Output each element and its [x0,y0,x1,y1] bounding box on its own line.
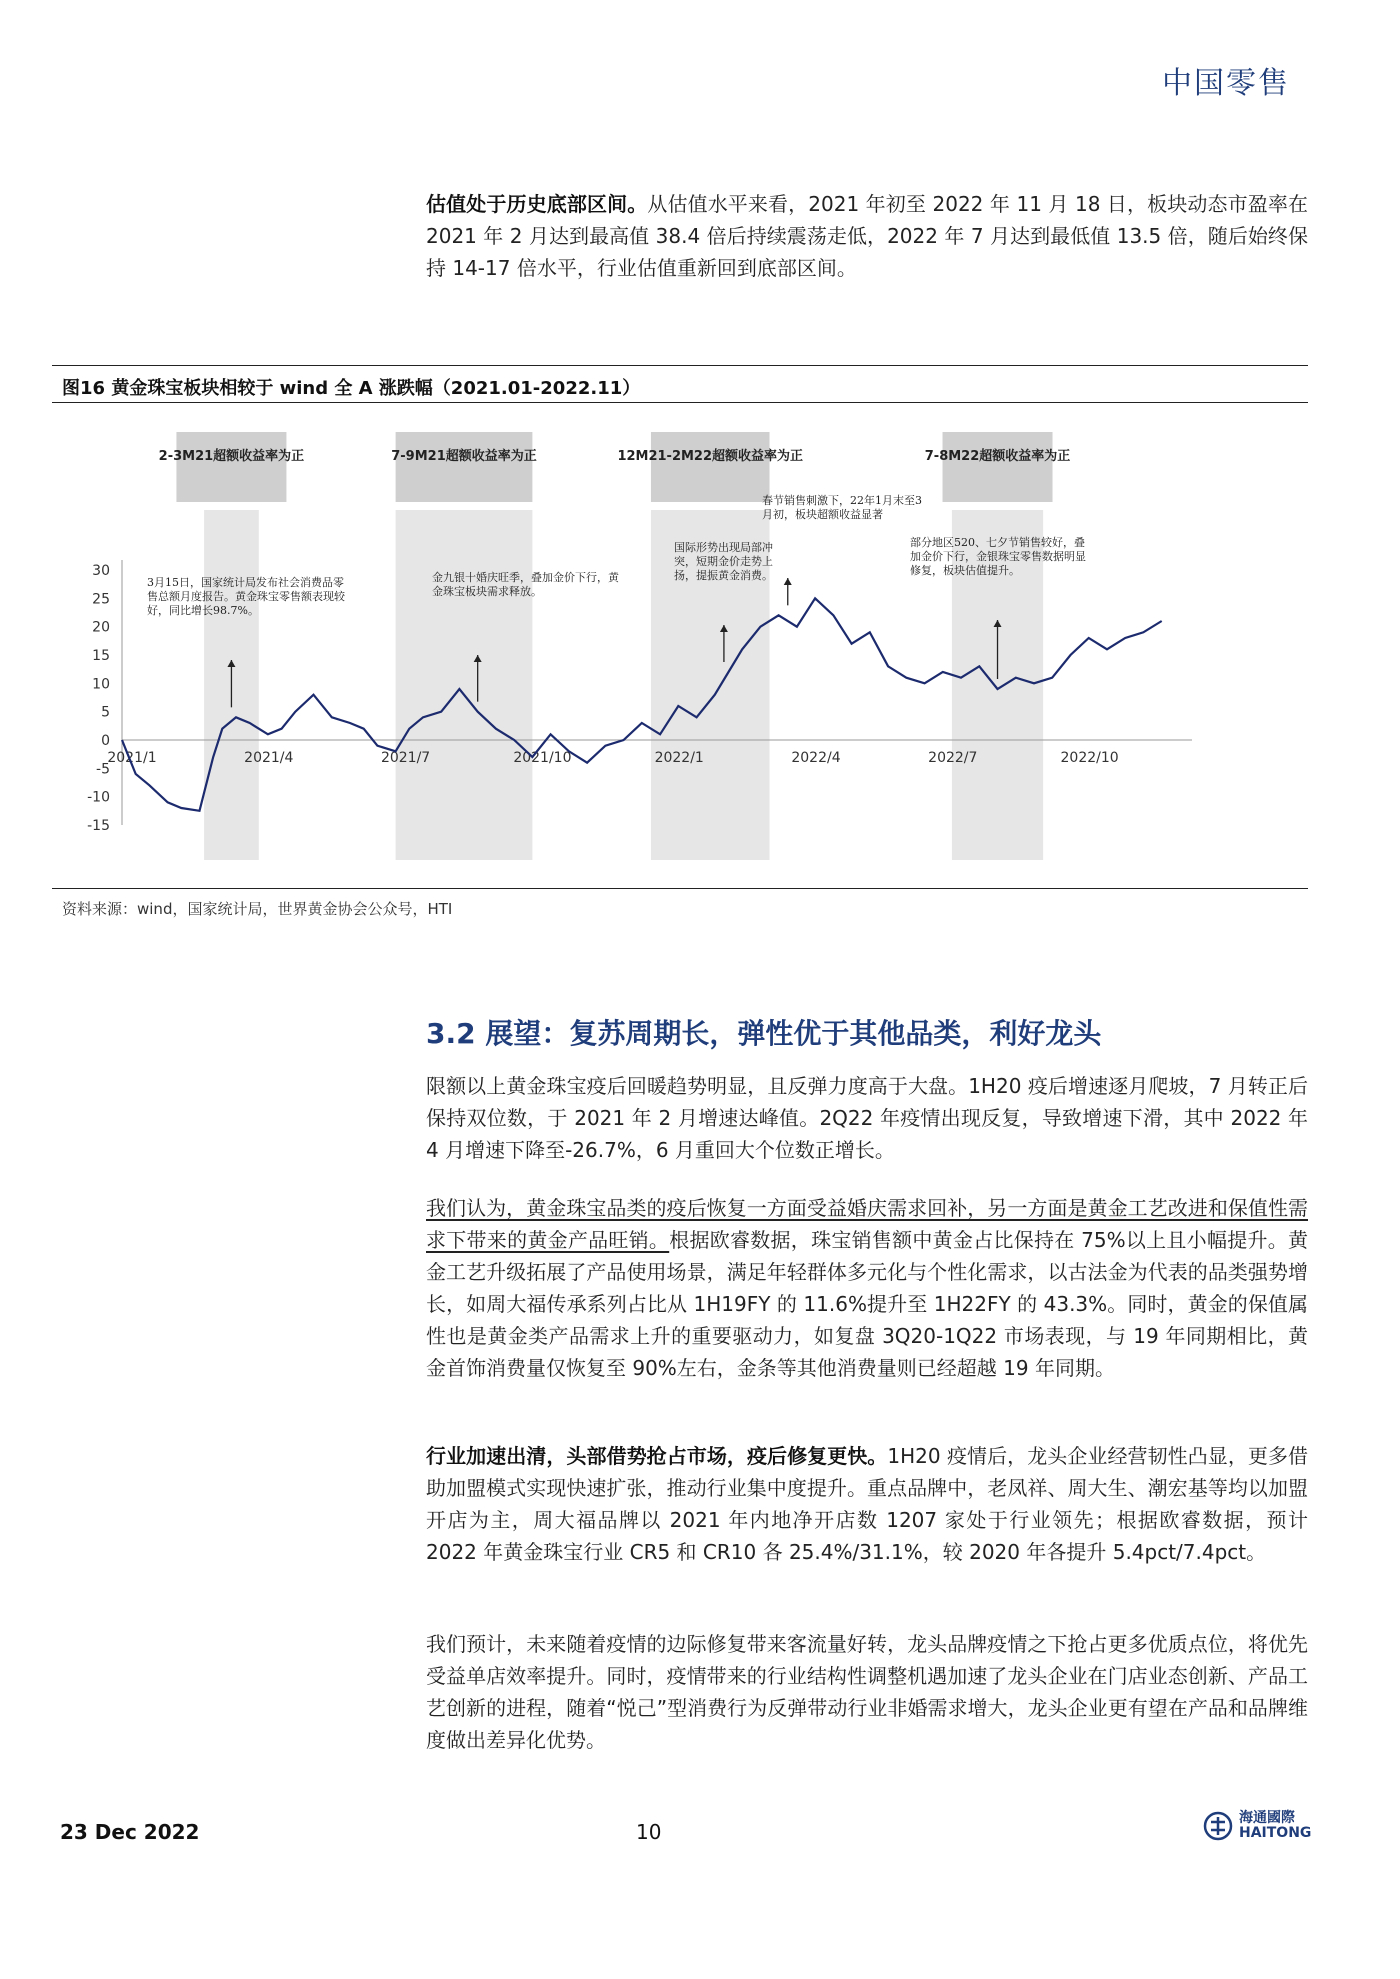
figure-top-rule [52,365,1308,366]
y-tick-label: 15 [92,648,110,664]
haitong-logo [1203,1811,1311,1841]
x-tick-label: 2022/7 [928,750,978,766]
intro-paragraph [426,188,1308,284]
x-tick-label: 2022/1 [654,750,704,766]
highlight-label: 7-8M22超额收益率为正 [924,449,1071,464]
body-paragraph-2 [426,1192,1308,1384]
highlight-label: 2-3M21超额收益率为正 [158,449,305,464]
x-tick-label: 2021/10 [513,750,572,766]
x-tick-label: 2021/7 [380,750,431,766]
annotation-box [910,536,1090,616]
key-view-underlined: 我们认为，黄金珠宝品类的疫后恢复一方面受益婚庆需求回补，另一方面是黄金工艺改进和保值性需求下带来的黄金产品旺销。 [426,1196,1308,1252]
highlight-label: 12M21-2M22超额收益率为正 [617,449,804,464]
x-tick-label: 2021/4 [244,750,294,766]
annotation-text: 国际形势出现局部冲突，短期金价走势上扬，提振黄金消费。 [674,541,773,582]
body-paragraph-2-rest: 根据欧睿数据，珠宝销售额中黄金占比保持在 75%以上且小幅提升。黄金工艺升级拓展了产品使用场景，满足年轻群体多元化与个性化需求，以古法金为代表的品类强势增长，如周大福传承系列占比从 1H19FY 的 11.6%提升至 1H22FY 的 43.3%。同时，黄金的保值属性也是黄金类产品需求上升的重要驱动力，如复盘 3Q20-1Q22 市场表现，与 19 年同期相比，黄金首饰消费量仅恢复至 90%左右，金条等其他消费量则已经超越 19 年同期。 [426,1228,1309,1380]
y-tick-label: -10 [87,789,110,806]
y-tick-label: -15 [87,818,110,834]
x-tick-label: 2021/1 [107,750,157,766]
highlight-band [396,510,533,860]
annotation-box [432,571,622,651]
chart-bottom-rule [52,888,1308,889]
footer-date: 23 Dec 2022 [60,1820,200,1844]
haitong-logo-icon [1203,1811,1233,1841]
intro-lead: 估值处于历史底部区间。 [426,192,648,216]
highlight-label-box [943,432,1053,502]
highlight-label: 7-9M21超额收益率为正 [391,449,537,464]
body-paragraph-3-lead: 行业加速出清，头部借势抢占市场，疫后修复更快。 [426,1444,888,1468]
y-tick-label: 10 [92,676,110,693]
body-paragraph-3-rest: 1H20 疫情后，龙头企业经营韧性凸显，更多借助加盟模式实现快速扩张，推动行业集中度提升。重点品牌中，老凤祥、周大生、潮宏基等均以加盟开店为主，周大福品牌以 2021 年内地净开店数 1207 家处于行业领先；根据欧睿数据，预计 2022 年黄金珠宝行业 CR5 和 CR10 各 25.4%/31.1%，较 2020 年各提升 5.4pct/7.4pct。 [426,1444,1308,1564]
highlight-label-box [651,432,770,502]
logo-en: HAITONG [1239,1825,1312,1841]
annotation-text: 春节销售刺激下，22年1月末至3月初，板块超额收益显著 [762,494,922,521]
y-tick-label: 0 [101,733,110,749]
body-paragraph-4: 我们预计，未来随着疫情的边际修复带来客流量好转，龙头品牌疫情之下抢占更多优质点位，将优先受益单店效率提升。同时，疫情带来的行业结构性调整机遇加速了龙头企业在门店业态创新、产品工艺创新的进程，随着“悦己”型消费行为反弹带动行业非婚需求增大，龙头企业更有望在产品和品牌维度做出差异化优势。 [426,1632,1308,1752]
annotation-arrowhead [784,578,792,585]
figure-source: 资料来源：wind，国家统计局，世界黄金协会公众号，HTI [62,900,453,918]
y-tick-label: -5 [96,761,110,778]
header-brand: 中国零售 [1162,66,1290,101]
chart-svg [52,420,1308,885]
body-paragraph-3 [426,1440,1308,1568]
section-title: 3.2 展望：复苏周期长，弹性优于其他品类，利好龙头 [426,1017,1102,1050]
annotation-text: 3月15日，国家统计局发布社会消费品零售总额月度报告。黄金珠宝零售额表现较好，同比增长98.7%。 [147,576,345,617]
highlight-label-box [396,432,533,502]
intro-text: 从估值水平来看，2021 年初至 2022 年 11 月 18 日，板块动态市盈率在 2021 年 2 月达到最高值 38.4 倍后持续震荡走低，2022 年 7 月达到最低值 13.5 倍，随后始终保持 14-17 倍水平，行业估值重新回到底部区间。 [426,192,1309,280]
annotation-text: 金九银十婚庆旺季，叠加金价下行，黄金珠宝板块需求释放。 [432,571,619,598]
y-tick-label: 5 [101,704,110,721]
body-paragraph-1: 限额以上黄金珠宝疫后回暖趋势明显，且反弹力度高于大盘。1H20 疫后增速逐月爬坡，7 月转正后保持双位数，于 2021 年 2 月增速达峰值。2Q22 年疫情出现反复，导致增速下滑，其中 2022 年 4 月增速下降至-26.7%，6 月重回大个位数正增长。 [426,1074,1308,1162]
annotation-box [762,494,922,574]
page-number: 10 [636,1820,662,1844]
annotation-box [147,576,347,656]
highlight-label-box [176,432,286,502]
chart-container [52,420,1308,885]
x-tick-label: 2022/10 [1060,750,1119,766]
y-tick-label: 25 [92,591,110,608]
x-tick-label: 2022/4 [791,750,841,766]
y-tick-label: 20 [92,619,110,636]
annotation-text: 部分地区520、七夕节销售较好，叠加金价下行，金银珠宝零售数据明显修复，板块估值提升。 [910,536,1086,577]
y-tick-label: 30 [92,563,110,579]
figure-title: 图16 黄金珠宝板块相较于 wind 全 A 涨跌幅（2021.01-2022.11） [62,378,641,399]
figure-title-rule [52,402,1308,403]
logo-cn: 海通國際 [1239,1810,1295,1826]
